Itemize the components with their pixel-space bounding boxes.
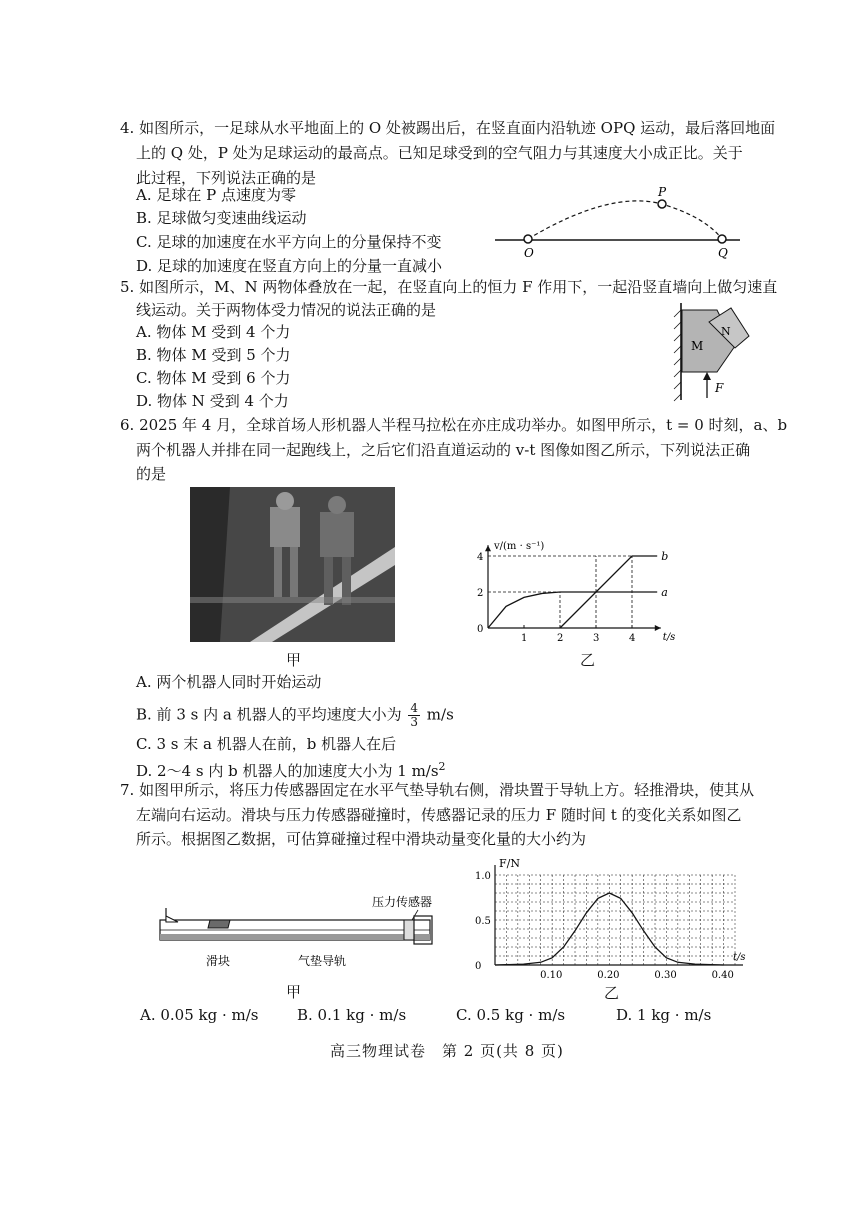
q7-stem-line1: 7. 如图甲所示，将压力传感器固定在水平气垫导轨右侧，滑块置于导轨上方。轻推滑块，使其从 [120, 781, 755, 799]
q7-airtrack-figure [150, 890, 450, 970]
q6-fig2-caption: 乙 [580, 651, 596, 669]
q5-option-c: C. 物体 M 受到 6 个力 [136, 369, 291, 387]
q6-option-b [136, 702, 454, 729]
vt-plot-area [477, 541, 675, 644]
q7-option-c: C. 0.5 kg · m/s [456, 1006, 566, 1024]
x-axis-label: t/s [733, 952, 746, 963]
robots-photo [190, 487, 395, 642]
ft-chart [450, 850, 746, 981]
x-tick-label: 2 [557, 633, 564, 644]
fraction-denominator: 3 [410, 715, 419, 729]
y-axis-label: v/(m · s⁻¹) [494, 541, 545, 553]
q5-option-d: D. 物体 N 受到 4 个力 [136, 392, 289, 410]
x-tick-label: 0.30 [654, 970, 677, 981]
fraction-numerator: 4 [410, 701, 419, 715]
x-tick-label: 0.20 [597, 970, 620, 981]
q6-option-d-superscript: 2 [438, 760, 446, 773]
y-tick-label: 2 [477, 588, 484, 599]
slider-block [208, 920, 230, 928]
vt-chart [470, 528, 690, 643]
y-tick-label: 0 [477, 624, 484, 635]
ball-at-q [718, 235, 726, 243]
label-sensor: 压力传感器 [372, 895, 433, 909]
series-label-b: b [661, 550, 669, 563]
q5-option-a: A. 物体 M 受到 4 个力 [136, 323, 291, 341]
x-tick-label: 0.40 [711, 970, 734, 981]
y-tick-label: 4 [477, 552, 484, 563]
q7-fig1-caption: 甲 [286, 983, 302, 1001]
q4-stem-line2: 上的 Q 处，P 处为足球运动的最高点。已知足球受到的空气阻力与其速度大小成正比。关于 [136, 144, 743, 162]
air-track-base [160, 934, 430, 940]
q4-option-a: A. 足球在 P 点速度为零 [136, 186, 296, 204]
q4-trajectory-figure [490, 185, 750, 265]
q7-option-b: B. 0.1 kg · m/s [297, 1006, 407, 1024]
label-o: O [524, 246, 534, 260]
y-tick-label: 1.0 [475, 871, 491, 882]
x-tick-label: 4 [629, 633, 636, 644]
q4-stem-line3: 此过程，下列说法正确的是 [136, 169, 317, 187]
x-tick-label: 0.10 [540, 970, 563, 981]
q7-stem-line2: 左端向右运动。滑块与压力传感器碰撞时，传感器记录的压力 F 随时间 t 的变化关系如图乙 [136, 806, 742, 824]
x-axis-label: t/s [662, 632, 676, 643]
x-axis-arrow [655, 625, 661, 631]
q4-option-d: D. 足球的加速度在竖直方向上的分量一直减小 [136, 257, 443, 275]
label-p: P [658, 185, 667, 199]
label-n: N [721, 325, 731, 338]
q6-stem-line2: 两个机器人并排在同一起跑线上，之后它们沿直道运动的 v-t 图像如图乙所示，下列说法正确 [136, 441, 751, 459]
q5-stem-line2: 线运动。关于两物体受力情况的说法正确的是 [136, 301, 437, 319]
q7-stem-line3: 所示。根据图乙数据，可估算碰撞过程中滑块动量变化量的大小约为 [136, 830, 587, 848]
trajectory-curve [528, 201, 722, 239]
q6-option-b-fraction [408, 702, 420, 729]
q4-option-c: C. 足球的加速度在水平方向上的分量保持不变 [136, 233, 442, 251]
q7-option-a: A. 0.05 kg · m/s [140, 1006, 259, 1024]
q6-option-c: C. 3 s 末 a 机器人在前，b 机器人在后 [136, 735, 397, 753]
q5-blocks-figure [665, 300, 755, 405]
label-rail: 气垫导轨 [298, 954, 347, 968]
q6-option-d [136, 757, 446, 781]
q6-option-b-text: B. 前 3 s 内 a 机器人的平均速度大小为 [136, 705, 402, 724]
sensor-pointer [412, 910, 418, 920]
q6-option-d-text: D. 2～4 s 内 b 机器人的加速度大小为 1 m/s [136, 762, 439, 780]
wall-hatching [674, 310, 681, 401]
q7-option-d: D. 1 kg · m/s [616, 1006, 712, 1024]
left-stop-flag [166, 916, 178, 922]
q6-fig1-caption: 甲 [286, 651, 302, 669]
label-q: Q [718, 246, 728, 260]
label-m: M [691, 339, 704, 353]
label-block: 滑块 [206, 954, 231, 968]
ball-at-p [658, 200, 666, 208]
ft-plot-area [475, 857, 746, 981]
x-tick-label: 1 [521, 633, 528, 644]
y-tick-label: 0 [475, 961, 482, 972]
q6-stem-line1: 6. 2025 年 4 月，全球首场人形机器人半程马拉松在亦庄成功举办。如图甲所示，t = 0 时刻，a、b [120, 416, 788, 434]
q5-option-b: B. 物体 M 受到 5 个力 [136, 346, 291, 364]
y-axis-label: F/N [499, 857, 520, 870]
force-arrow-head [703, 372, 711, 380]
q6-option-a: A. 两个机器人同时开始运动 [136, 673, 322, 691]
series-label-a: a [661, 586, 668, 599]
q4-stem-line1: 4. 如图所示，一足球从水平地面上的 O 处被踢出后，在竖直面内沿轨迹 OPQ 运动，最后落回地面 [120, 119, 776, 137]
y-tick-label: 0.5 [475, 916, 491, 927]
q6-stem-line3: 的是 [136, 465, 167, 483]
label-f: F [715, 381, 724, 395]
x-tick-label: 3 [593, 633, 600, 644]
pressure-sensor [404, 920, 414, 940]
page-footer: 高三物理试卷 第 2 页(共 8 页) [330, 1042, 564, 1060]
q5-stem-line1: 5. 如图所示，M、N 两物体叠放在一起，在竖直向上的恒力 F 作用下，一起沿竖直墙向上做匀速直 [120, 278, 778, 296]
robots-photo-drawing [190, 487, 395, 642]
ball-at-o [524, 235, 532, 243]
q7-fig2-caption: 乙 [604, 984, 620, 1002]
y-axis-arrow [485, 545, 491, 551]
q6-option-b-unit: m/s [426, 705, 454, 724]
q4-option-b: B. 足球做匀变速曲线运动 [136, 209, 307, 227]
